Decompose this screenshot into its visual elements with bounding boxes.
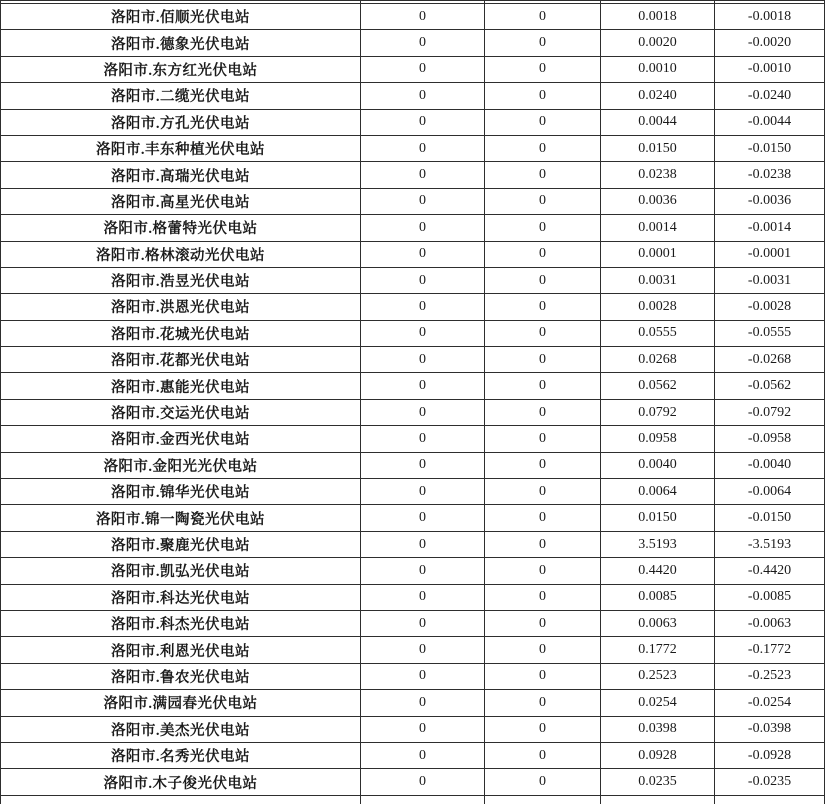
value-cell: -0.0064	[715, 479, 825, 505]
value-cell: 0	[361, 742, 485, 768]
station-name-cell: 洛阳市.高瑞光伏电站	[1, 162, 361, 188]
table-row	[1, 426, 825, 452]
table-row	[1, 373, 825, 399]
value-cell: 0	[485, 399, 601, 425]
station-name-cell: 洛阳市.科杰光伏电站	[1, 610, 361, 636]
table-row	[1, 479, 825, 505]
value-cell: 0	[361, 373, 485, 399]
station-name-cell: 洛阳市.东方红光伏电站	[1, 56, 361, 82]
value-cell: 0.0398	[601, 716, 715, 742]
table-row	[1, 215, 825, 241]
value-cell: 0	[361, 241, 485, 267]
station-name-cell: 洛阳市.锦一陶瓷光伏电站	[1, 505, 361, 531]
value-cell: 0	[485, 162, 601, 188]
value-cell: 0	[361, 452, 485, 478]
table-row	[1, 320, 825, 346]
station-name-cell: 洛阳市.格林滚动光伏电站	[1, 241, 361, 267]
value-cell: 0.0028	[601, 294, 715, 320]
value-cell: 0	[485, 479, 601, 505]
station-name-cell: 洛阳市.花城光伏电站	[1, 320, 361, 346]
value-cell: -0.0085	[715, 584, 825, 610]
value-cell: 0	[485, 267, 601, 293]
table-row	[1, 4, 825, 30]
table-row	[1, 347, 825, 373]
value-cell: 0.0240	[601, 83, 715, 109]
value-cell: 0	[485, 320, 601, 346]
station-name-cell: 洛阳市.名秀光伏电站	[1, 742, 361, 768]
value-cell: 0.0235	[601, 769, 715, 795]
value-cell: 0	[361, 267, 485, 293]
value-cell: -0.0150	[715, 505, 825, 531]
value-cell: 0	[485, 241, 601, 267]
value-cell: 0	[361, 716, 485, 742]
value-cell: -0.0010	[715, 56, 825, 82]
value-cell: 0	[361, 610, 485, 636]
station-name-cell: 洛阳市.科达光伏电站	[1, 584, 361, 610]
station-name-cell: 洛阳市.金阳光光伏电站	[1, 452, 361, 478]
value-cell: 0.0044	[601, 109, 715, 135]
value-cell: -0.0958	[715, 426, 825, 452]
station-name-cell: 洛阳市.满园春光伏电站	[1, 690, 361, 716]
value-cell: 0.4420	[601, 558, 715, 584]
value-cell: -0.0063	[715, 610, 825, 636]
station-name-cell: 洛阳市.佰顺光伏电站	[1, 4, 361, 30]
value-cell: -0.0028	[715, 294, 825, 320]
station-name-cell: 洛阳市.二缆光伏电站	[1, 83, 361, 109]
station-name-cell: 洛阳市.洪恩光伏电站	[1, 294, 361, 320]
value-cell: -0.0235	[715, 769, 825, 795]
value-cell: 0.0040	[601, 452, 715, 478]
station-name-cell: 洛阳市.方孔光伏电站	[1, 109, 361, 135]
value-cell: 0.0792	[601, 399, 715, 425]
value-cell: 0	[485, 505, 601, 531]
value-cell: 0	[485, 637, 601, 663]
station-name-cell: 洛阳市.聚鹿光伏电站	[1, 531, 361, 557]
station-name-cell: 洛阳市.德象光伏电站	[1, 30, 361, 56]
value-cell: 0.0562	[601, 373, 715, 399]
value-cell: -0.0555	[715, 320, 825, 346]
value-cell: 0	[361, 215, 485, 241]
value-cell: -0.4420	[715, 558, 825, 584]
table-row	[1, 769, 825, 795]
value-cell: 0	[361, 584, 485, 610]
value-cell: 0.0085	[601, 584, 715, 610]
value-cell: 0.0036	[601, 188, 715, 214]
table-row	[1, 188, 825, 214]
empty-cell	[601, 795, 715, 804]
value-cell: -0.0018	[715, 4, 825, 30]
value-cell: 0	[485, 83, 601, 109]
value-cell: 0	[361, 135, 485, 161]
table-row	[1, 558, 825, 584]
value-cell: 0	[485, 56, 601, 82]
value-cell: -0.0150	[715, 135, 825, 161]
value-cell: -0.2523	[715, 663, 825, 689]
clipped-row-bottom	[1, 795, 825, 804]
value-cell: 0	[485, 4, 601, 30]
station-name-cell: 洛阳市.高星光伏电站	[1, 188, 361, 214]
empty-cell	[715, 795, 825, 804]
value-cell: 0	[485, 109, 601, 135]
value-cell: 0	[361, 109, 485, 135]
value-cell: 0	[485, 135, 601, 161]
value-cell: -0.0268	[715, 347, 825, 373]
value-cell: 0.0238	[601, 162, 715, 188]
table-row	[1, 30, 825, 56]
value-cell: 0.0150	[601, 135, 715, 161]
empty-cell	[361, 795, 485, 804]
value-cell: 0.2523	[601, 663, 715, 689]
value-cell: 0	[485, 426, 601, 452]
value-cell: 0	[361, 188, 485, 214]
value-cell: 0	[485, 690, 601, 716]
value-cell: 0	[485, 716, 601, 742]
value-cell: 0.0018	[601, 4, 715, 30]
value-cell: 0	[485, 742, 601, 768]
value-cell: 0.1772	[601, 637, 715, 663]
station-name-cell: 洛阳市.花都光伏电站	[1, 347, 361, 373]
value-cell: 0	[485, 347, 601, 373]
table-row	[1, 584, 825, 610]
station-name-cell: 洛阳市.金西光伏电站	[1, 426, 361, 452]
value-cell: 0	[361, 769, 485, 795]
value-cell: 0	[485, 294, 601, 320]
value-cell: 0.0031	[601, 267, 715, 293]
value-cell: -0.0014	[715, 215, 825, 241]
value-cell: 0	[485, 610, 601, 636]
value-cell: -0.0928	[715, 742, 825, 768]
value-cell: -0.0254	[715, 690, 825, 716]
value-cell: 0.0014	[601, 215, 715, 241]
value-cell: 0.0020	[601, 30, 715, 56]
table-row	[1, 162, 825, 188]
value-cell: -0.0792	[715, 399, 825, 425]
table-row	[1, 610, 825, 636]
value-cell: 0.0958	[601, 426, 715, 452]
empty-cell	[1, 795, 361, 804]
table-body	[1, 1, 825, 804]
value-cell: 0	[361, 4, 485, 30]
value-cell: 0	[361, 294, 485, 320]
station-name-cell: 洛阳市.木子俊光伏电站	[1, 769, 361, 795]
value-cell: 0	[485, 30, 601, 56]
table-row	[1, 241, 825, 267]
value-cell: 0	[361, 479, 485, 505]
value-cell: 0	[361, 162, 485, 188]
value-cell: -0.0238	[715, 162, 825, 188]
value-cell: 0	[361, 347, 485, 373]
value-cell: 0	[361, 663, 485, 689]
table-row	[1, 135, 825, 161]
station-name-cell: 洛阳市.格蕾特光伏电站	[1, 215, 361, 241]
value-cell: 0.0001	[601, 241, 715, 267]
value-cell: 0	[485, 663, 601, 689]
station-name-cell: 洛阳市.浩昱光伏电站	[1, 267, 361, 293]
value-cell: 0.0063	[601, 610, 715, 636]
value-cell: 0	[361, 83, 485, 109]
table-row	[1, 294, 825, 320]
value-cell: -0.0398	[715, 716, 825, 742]
table-row	[1, 742, 825, 768]
value-cell: 0	[361, 637, 485, 663]
table-row	[1, 452, 825, 478]
value-cell: 0	[361, 558, 485, 584]
value-cell: 0	[485, 769, 601, 795]
value-cell: 0	[361, 690, 485, 716]
station-name-cell: 洛阳市.惠能光伏电站	[1, 373, 361, 399]
value-cell: 0	[361, 399, 485, 425]
value-cell: -0.0031	[715, 267, 825, 293]
empty-cell	[485, 795, 601, 804]
value-cell: 0.0268	[601, 347, 715, 373]
value-cell: 0	[485, 215, 601, 241]
value-cell: 0.0150	[601, 505, 715, 531]
value-cell: 0	[485, 373, 601, 399]
station-name-cell: 洛阳市.锦华光伏电站	[1, 479, 361, 505]
station-name-cell: 洛阳市.交运光伏电站	[1, 399, 361, 425]
value-cell: -3.5193	[715, 531, 825, 557]
value-cell: -0.0001	[715, 241, 825, 267]
table-row	[1, 531, 825, 557]
value-cell: 0	[361, 320, 485, 346]
table-row	[1, 83, 825, 109]
value-cell: 0	[485, 584, 601, 610]
table-row	[1, 716, 825, 742]
value-cell: 0	[361, 531, 485, 557]
value-cell: 0.0064	[601, 479, 715, 505]
value-cell: 0.0254	[601, 690, 715, 716]
value-cell: 0.0928	[601, 742, 715, 768]
value-cell: -0.0562	[715, 373, 825, 399]
value-cell: 0.0555	[601, 320, 715, 346]
table-row	[1, 505, 825, 531]
value-cell: -0.0036	[715, 188, 825, 214]
station-name-cell: 洛阳市.美杰光伏电站	[1, 716, 361, 742]
station-name-cell: 洛阳市.利恩光伏电站	[1, 637, 361, 663]
table-row	[1, 109, 825, 135]
table-row	[1, 637, 825, 663]
value-cell: 0	[361, 505, 485, 531]
value-cell: -0.1772	[715, 637, 825, 663]
station-name-cell: 洛阳市.丰东种植光伏电站	[1, 135, 361, 161]
table-row	[1, 663, 825, 689]
table-row	[1, 267, 825, 293]
value-cell: 3.5193	[601, 531, 715, 557]
value-cell: 0	[361, 56, 485, 82]
value-cell: -0.0044	[715, 109, 825, 135]
value-cell: 0	[361, 426, 485, 452]
table-row	[1, 690, 825, 716]
value-cell: 0	[485, 558, 601, 584]
table-row	[1, 56, 825, 82]
value-cell: -0.0020	[715, 30, 825, 56]
value-cell: 0	[485, 188, 601, 214]
value-cell: -0.0240	[715, 83, 825, 109]
value-cell: -0.0040	[715, 452, 825, 478]
value-cell: 0	[361, 30, 485, 56]
value-cell: 0.0010	[601, 56, 715, 82]
value-cell: 0	[485, 452, 601, 478]
station-name-cell: 洛阳市.鲁农光伏电站	[1, 663, 361, 689]
value-cell: 0	[485, 531, 601, 557]
table-row	[1, 399, 825, 425]
station-name-cell: 洛阳市.凯弘光伏电站	[1, 558, 361, 584]
